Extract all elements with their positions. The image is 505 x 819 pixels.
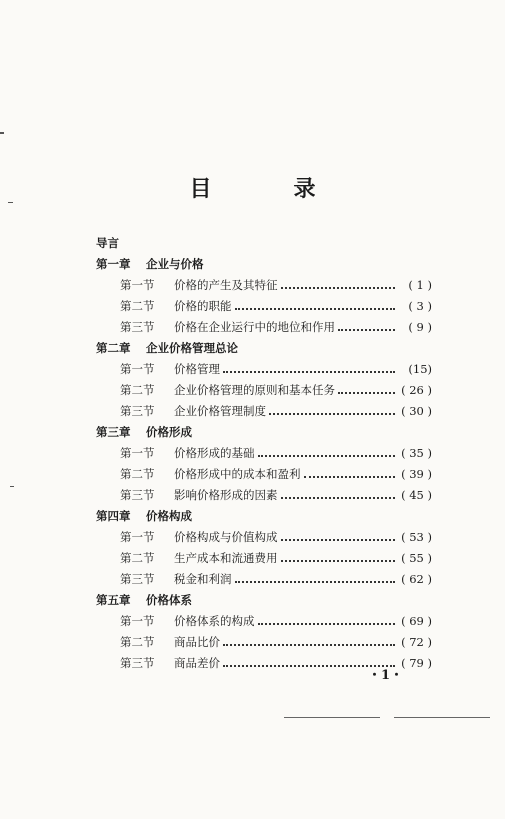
toc-entry[interactable] <box>96 316 432 337</box>
section-page-number: ( 39 ) <box>401 466 432 481</box>
section-number: 第二节 <box>120 466 155 481</box>
section-page-number: ( 1 ) <box>408 277 432 292</box>
section-number: 第三节 <box>120 403 155 418</box>
section-title: 企业价格管理制度 <box>174 403 266 418</box>
dot-leader <box>223 644 395 646</box>
section-page-number: ( 62 ) <box>401 571 432 586</box>
chapter-heading <box>96 337 432 358</box>
section-number: 第二节 <box>120 550 155 565</box>
dot-leader <box>281 560 396 562</box>
section-title: 商品差价 <box>174 655 220 670</box>
dot-leader <box>235 581 396 583</box>
section-page-number: ( 45 ) <box>401 487 432 502</box>
section-number: 第二节 <box>120 382 155 397</box>
section-title: 价格形成的基础 <box>174 445 255 460</box>
toc-entry[interactable] <box>96 526 432 547</box>
section-title: 影响价格形成的因素 <box>174 487 278 502</box>
toc-entry[interactable] <box>96 358 432 379</box>
section-title: 价格构成与价值构成 <box>174 529 278 544</box>
toc-entry[interactable] <box>96 295 432 316</box>
dot-leader <box>235 308 396 310</box>
chapter-heading <box>96 589 432 610</box>
toc-intro <box>96 232 432 253</box>
scan-bottom-line <box>394 717 490 718</box>
toc-entry[interactable] <box>96 274 432 295</box>
table-of-contents <box>96 232 432 673</box>
section-title: 价格在企业运行中的地位和作用 <box>174 319 335 334</box>
section-title: 价格形成中的成本和盈利 <box>174 466 301 481</box>
section-title: 价格管理 <box>174 361 220 376</box>
section-number: 第三节 <box>120 655 155 670</box>
toc-entry[interactable] <box>96 463 432 484</box>
toc-entry[interactable] <box>96 547 432 568</box>
chapter-list <box>96 253 432 673</box>
dot-leader <box>258 623 396 625</box>
section-number: 第三节 <box>120 571 155 586</box>
chapter-heading <box>96 421 432 442</box>
dot-leader <box>338 392 395 394</box>
scan-margin-mark <box>8 202 13 203</box>
dot-leader <box>258 455 396 457</box>
scan-bottom-line <box>284 717 380 718</box>
section-title: 价格的产生及其特征 <box>174 277 278 292</box>
dot-leader <box>223 371 395 373</box>
section-title: 商品比价 <box>174 634 220 649</box>
chapter-title: 企业与价格 <box>146 256 204 271</box>
section-page-number: ( 35 ) <box>401 445 432 460</box>
section-number: 第一节 <box>120 445 155 460</box>
section-number: 第二节 <box>120 298 155 313</box>
section-page-number: ( 3 ) <box>408 298 432 313</box>
dot-leader <box>281 287 396 289</box>
chapter-title: 企业价格管理总论 <box>146 340 238 355</box>
section-page-number: ( 79 ) <box>401 655 432 670</box>
section-number: 第二节 <box>120 634 155 649</box>
section-title: 企业价格管理的原则和基本任务 <box>174 382 335 397</box>
toc-entry[interactable] <box>96 610 432 631</box>
section-number: 第一节 <box>120 361 155 376</box>
toc-entry[interactable] <box>96 442 432 463</box>
chapter-number: 第三章 <box>96 424 131 439</box>
toc-entry[interactable] <box>96 484 432 505</box>
chapter-title: 价格构成 <box>146 508 192 523</box>
toc-entry[interactable] <box>96 631 432 652</box>
chapter-number: 第五章 <box>96 592 131 607</box>
section-title: 生产成本和流通费用 <box>174 550 278 565</box>
dot-leader <box>281 497 396 499</box>
section-number: 第一节 <box>120 529 155 544</box>
toc-entry[interactable] <box>96 400 432 421</box>
section-page-number: (15) <box>408 361 432 376</box>
section-page-number: ( 9 ) <box>408 319 432 334</box>
chapter-title: 价格体系 <box>146 592 192 607</box>
section-page-number: ( 53 ) <box>401 529 432 544</box>
dot-leader <box>269 413 395 415</box>
section-number: 第一节 <box>120 613 155 628</box>
section-number: 第一节 <box>120 277 155 292</box>
dot-leader <box>281 539 396 541</box>
chapter-number: 第四章 <box>96 508 131 523</box>
section-number: 第三节 <box>120 319 155 334</box>
intro-label: 导言 <box>96 235 119 250</box>
dot-leader <box>304 476 396 478</box>
chapter-number: 第一章 <box>96 256 131 271</box>
chapter-heading <box>96 253 432 274</box>
chapter-title: 价格形成 <box>146 424 192 439</box>
section-title: 价格的职能 <box>174 298 232 313</box>
chapter-heading <box>96 505 432 526</box>
section-title: 税金和利润 <box>174 571 232 586</box>
section-page-number: ( 30 ) <box>401 403 432 418</box>
section-page-number: ( 69 ) <box>401 613 432 628</box>
section-number: 第三节 <box>120 487 155 502</box>
section-title: 价格体系的构成 <box>174 613 255 628</box>
chapter-number: 第二章 <box>96 340 131 355</box>
section-page-number: ( 72 ) <box>401 634 432 649</box>
section-page-number: ( 55 ) <box>401 550 432 565</box>
section-page-number: ( 26 ) <box>401 382 432 397</box>
page-title: 目 录 <box>189 176 346 202</box>
toc-entry[interactable] <box>96 379 432 400</box>
toc-entry[interactable] <box>96 568 432 589</box>
dot-leader <box>338 329 395 331</box>
page-number: ・1・ <box>368 668 404 683</box>
scan-margin-mark <box>10 486 14 487</box>
scan-margin-mark <box>0 132 4 134</box>
